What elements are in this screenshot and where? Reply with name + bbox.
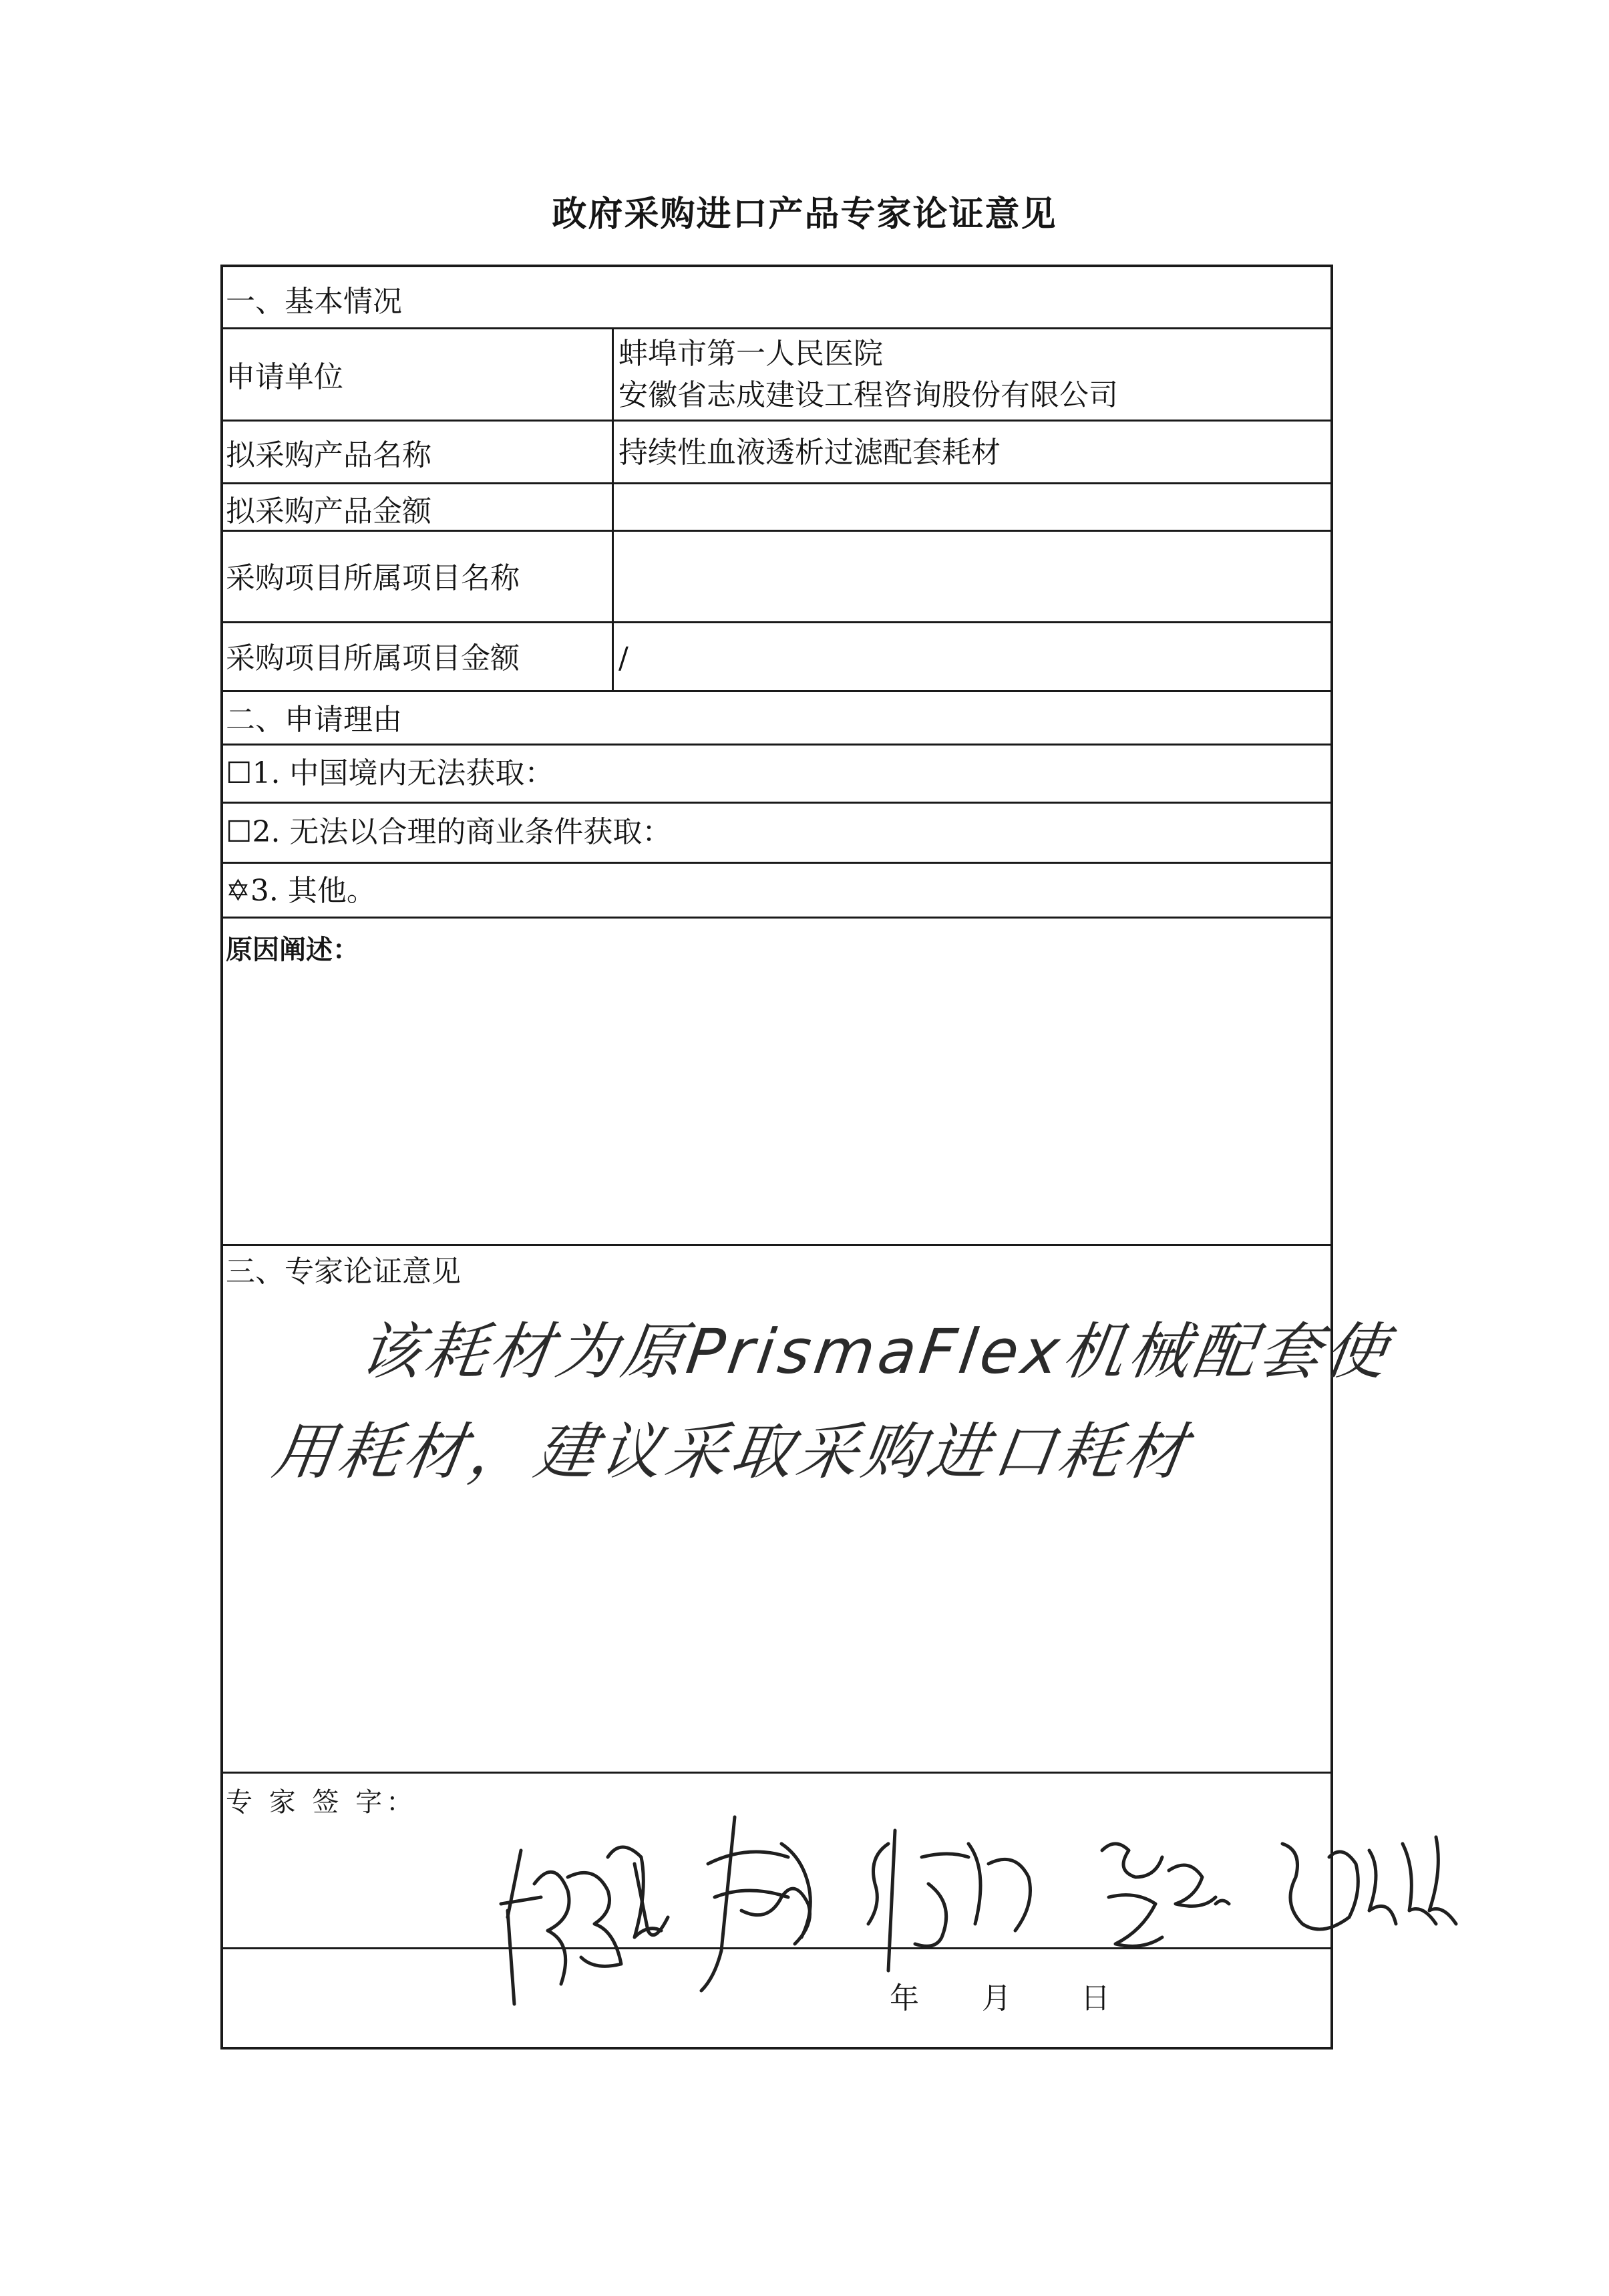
reason-item-2 [226, 814, 671, 851]
date-year-label: 年 [890, 1981, 919, 2015]
row-divider [220, 1772, 1333, 1774]
product-name-label: 拟采购产品名称 [226, 438, 431, 472]
reason-explain-label: 原因阐述： [226, 934, 359, 965]
reason-text-2: 2. 无法以合理的商业条件获取： [252, 815, 672, 849]
table-border-top [220, 265, 1333, 267]
reason-checkbox-3[interactable]: ✡ [226, 874, 250, 908]
project-amount-label: 采购项目所属项目金额 [226, 641, 520, 675]
signature-2 [701, 1817, 810, 1991]
handwritten-opinion-line2: 用耗材，建议采取采购进口耗材 [268, 1416, 1195, 1488]
table-border-bottom [220, 2047, 1333, 2049]
reason-text-1: 1. 中国境内无法获取： [252, 756, 554, 790]
handwritten-opinion-line1: 该耗材为原PrismaFlex机械配套使 [355, 1316, 1395, 1387]
row-divider [220, 621, 1333, 623]
row-divider [220, 802, 1333, 804]
signature-3 [868, 1830, 1031, 1971]
section-basic-heading: 一、基本情况 [226, 285, 402, 319]
reason-item-3 [226, 872, 376, 910]
reason-checkbox-1[interactable]: ☐ [226, 756, 252, 790]
project-name-label: 采购项目所属项目名称 [226, 561, 520, 595]
row-divider [220, 420, 1333, 422]
row-divider [220, 917, 1333, 919]
signature-4 [1102, 1844, 1229, 1946]
table-border-left [220, 265, 223, 2049]
date-month-label: 月 [982, 1981, 1011, 2015]
page-title: 政府采购进口产品专家论证意见 [552, 194, 1057, 234]
applicant-value-line1: 蚌埠市第一人民医院 [618, 337, 883, 371]
product-amount-label: 拟采购产品金额 [226, 494, 431, 528]
reason-checkbox-2[interactable]: ☐ [226, 815, 252, 849]
product-name-value: 持续性血液透析过滤配套耗材 [618, 436, 1001, 470]
signature-1 [501, 1847, 668, 2004]
applicant-value-line2: 安徽省志成建设工程咨询股份有限公司 [618, 378, 1118, 412]
table-border-right [1330, 265, 1333, 2049]
reason-text-3: 3. 其他。 [250, 874, 376, 908]
signature-5 [1282, 1837, 1456, 1929]
expert-sign-label: 专 家 签 字： [226, 1787, 417, 1818]
section-reason-heading: 二、申请理由 [226, 703, 402, 737]
row-divider [220, 862, 1333, 864]
date-day-label: 日 [1081, 1981, 1110, 2015]
reason-item-1 [226, 755, 554, 792]
row-divider [220, 327, 1333, 329]
applicant-label: 申请单位 [226, 360, 343, 394]
column-divider [612, 327, 614, 690]
row-divider [220, 690, 1333, 692]
row-divider [220, 744, 1333, 746]
section-opinion-heading: 三、专家论证意见 [226, 1255, 461, 1289]
row-divider [220, 1244, 1333, 1246]
row-divider [220, 482, 1333, 484]
project-amount-value: / [618, 641, 629, 675]
